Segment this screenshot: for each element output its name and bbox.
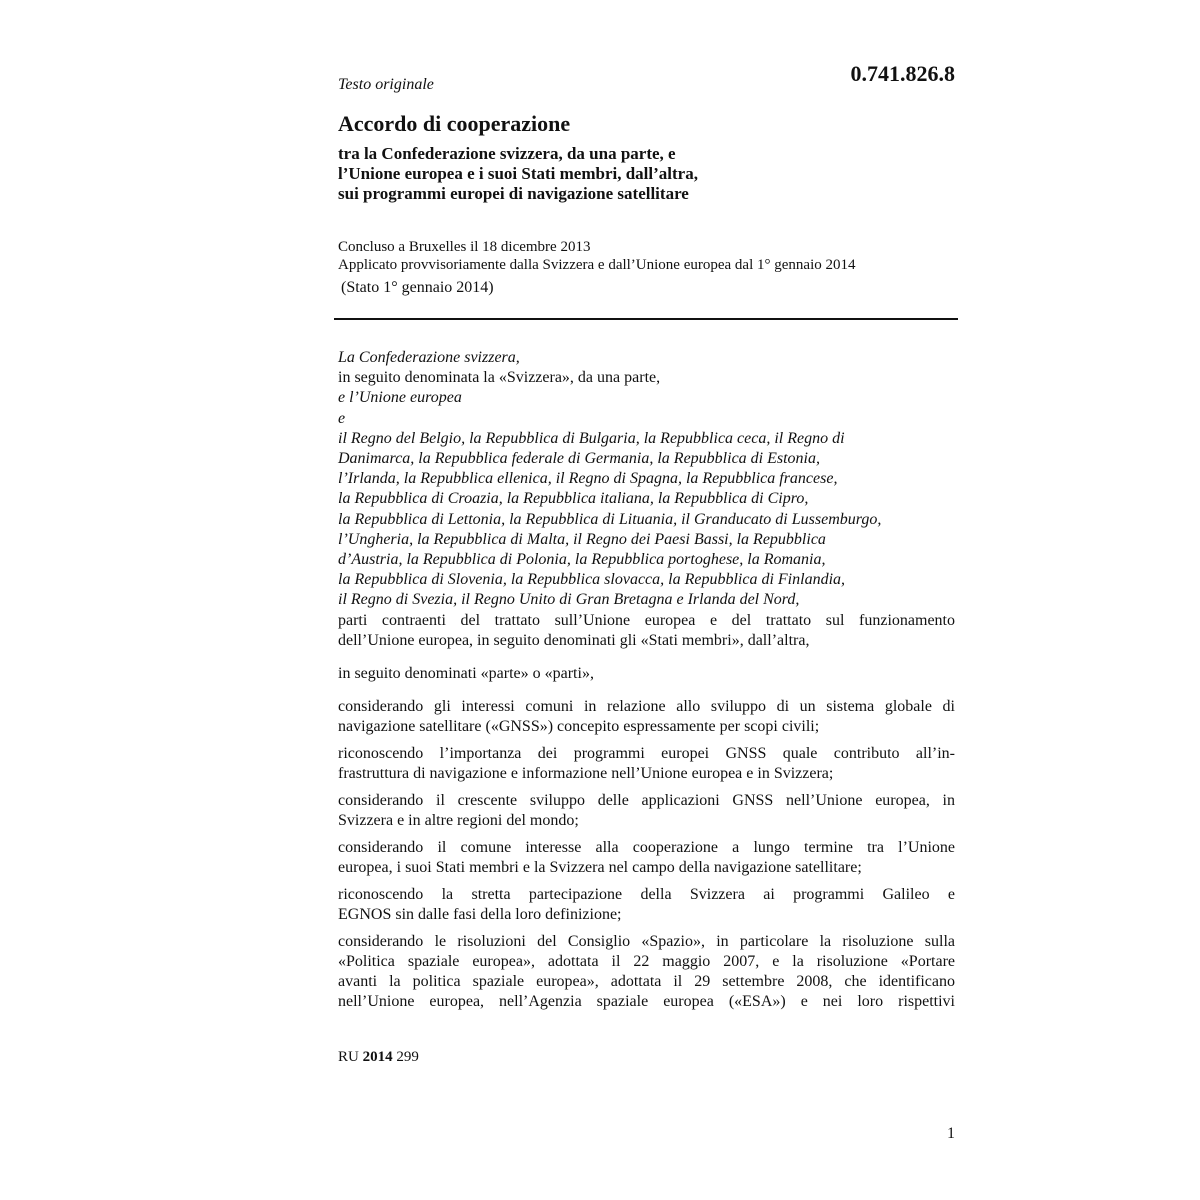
recital-line: frastruttura di navigazione e informazione nell’Unione europea e in Svizzera; [338, 765, 834, 783]
recital-line: considerando il comune interesse alla cooperazione a lungo termine tra l’Unione [338, 838, 955, 856]
concluded-date: Concluso a Bruxelles il 18 dicembre 2013 [338, 239, 591, 255]
official-compilation-reference [338, 1048, 419, 1066]
recital [338, 697, 955, 737]
recital-line: navigazione satellitare («GNSS») concepito espressamente per scopi civili; [338, 718, 820, 736]
recital-line: riconoscendo la stretta partecipazione della Svizzera ai programmi Galileo e [338, 885, 955, 903]
contracting-parties-clause [338, 611, 955, 651]
recital-line: nell’Unione europea, nell’Agenzia spaziale europea («ESA») e nei loro rispettivi [338, 993, 955, 1011]
parties-denomination: in seguito denominati «parte» o «parti», [338, 665, 594, 683]
member-states-line: il Regno di Svezia, il Regno Unito di Gran Bretagna e Irlanda del Nord, [338, 591, 800, 609]
contracting-line: parti contraenti del trattato sull’Unione europea e del trattato sul funzionamento [338, 611, 955, 629]
recital-line: riconoscendo l’importanza dei programmi europei GNSS quale contributo all’in- [338, 745, 955, 763]
member-states-line: la Repubblica di Croazia, la Repubblica italiana, la Repubblica di Cipro, [338, 490, 809, 508]
contracting-line: dell’Unione europea, in seguito denominati gli «Stati membri», dall’altra, [338, 631, 810, 649]
recital-line: considerando gli interessi comuni in relazione allo sviluppo di un sistema globale di [338, 698, 955, 716]
party-switzerland: La Confederazione svizzera, [338, 349, 520, 366]
member-states-line: d’Austria, la Repubblica di Polonia, la Repubblica portoghese, la Romania, [338, 551, 826, 569]
recital [338, 838, 955, 878]
recital-line: «Politica spaziale europea», adottata il 22 maggio 2007, e la risoluzione «Portare [338, 952, 955, 970]
recital-line: considerando il crescente sviluppo delle applicazioni GNSS nell’Unione europea, in [338, 792, 955, 810]
party-switzerland-denomination: in seguito denominata la «Svizzera», da una parte, [338, 369, 661, 387]
subtitle-line: l’Unione europea e i suoi Stati membri, dall’altra, [338, 164, 698, 183]
ru-page: 299 [396, 1049, 419, 1065]
recital [338, 885, 955, 925]
header-divider [334, 318, 958, 320]
member-states-line: la Repubblica di Slovenia, la Repubblica slovacca, la Repubblica di Finlandia, [338, 571, 846, 589]
status-date: (Stato 1° gennaio 2014) [341, 279, 494, 296]
provisional-application: Applicato provvisoriamente dalla Svizzera e dall’Unione europea dal 1° gennaio 2014 [338, 257, 856, 273]
recital-line: avanti la politica spaziale europea», adottata il 29 settembre 2008, che identificano [338, 973, 955, 991]
recital-line: Svizzera e in altre regioni del mondo; [338, 812, 579, 830]
recital [338, 932, 955, 1013]
recital-line: europea, i suoi Stati membri e la Svizzera nel campo della navigazione satellitare; [338, 859, 862, 877]
member-states-line: la Repubblica di Lettonia, la Repubblica di Lituania, il Granducato di Lussemburgo, [338, 510, 882, 528]
member-states-line: Danimarca, la Repubblica federale di Germania, la Repubblica di Estonia, [338, 450, 820, 468]
recital [338, 791, 955, 831]
member-states-line: l’Ungheria, la Repubblica di Malta, il Regno dei Paesi Bassi, la Repubblica [338, 530, 826, 548]
agreement-body [338, 348, 955, 1013]
member-states-line: il Regno del Belgio, la Repubblica di Bulgaria, la Repubblica ceca, il Regno di [338, 429, 845, 447]
recital-line: considerando le risoluzioni del Consiglio «Spazio», in particolare la risoluzione sulla [338, 932, 955, 950]
ru-prefix: RU [338, 1049, 359, 1065]
page-number: 1 [947, 1125, 955, 1142]
member-states-list [338, 429, 955, 611]
document-metadata [338, 238, 958, 298]
party-european-union: e l’Unione europea [338, 389, 462, 407]
original-text-label: Testo originale [338, 76, 434, 93]
document-title: Accordo di cooperazione [338, 111, 571, 136]
subtitle-line: sui programmi europei di navigazione satellitare [338, 184, 689, 203]
party-conjunction: e [338, 409, 346, 427]
recital-line: EGNOS sin dalle fasi della loro definizione; [338, 906, 622, 924]
recital [338, 744, 955, 784]
subtitle-line: tra la Confederazione svizzera, da una parte, e [338, 144, 676, 163]
document-subtitle [338, 144, 958, 204]
parties-block [338, 348, 955, 651]
member-states-line: l’Irlanda, la Repubblica ellenica, il Regno di Spagna, la Repubblica francese, [338, 470, 838, 488]
sr-number: 0.741.826.8 [850, 61, 955, 86]
ru-year: 2014 [362, 1049, 393, 1065]
